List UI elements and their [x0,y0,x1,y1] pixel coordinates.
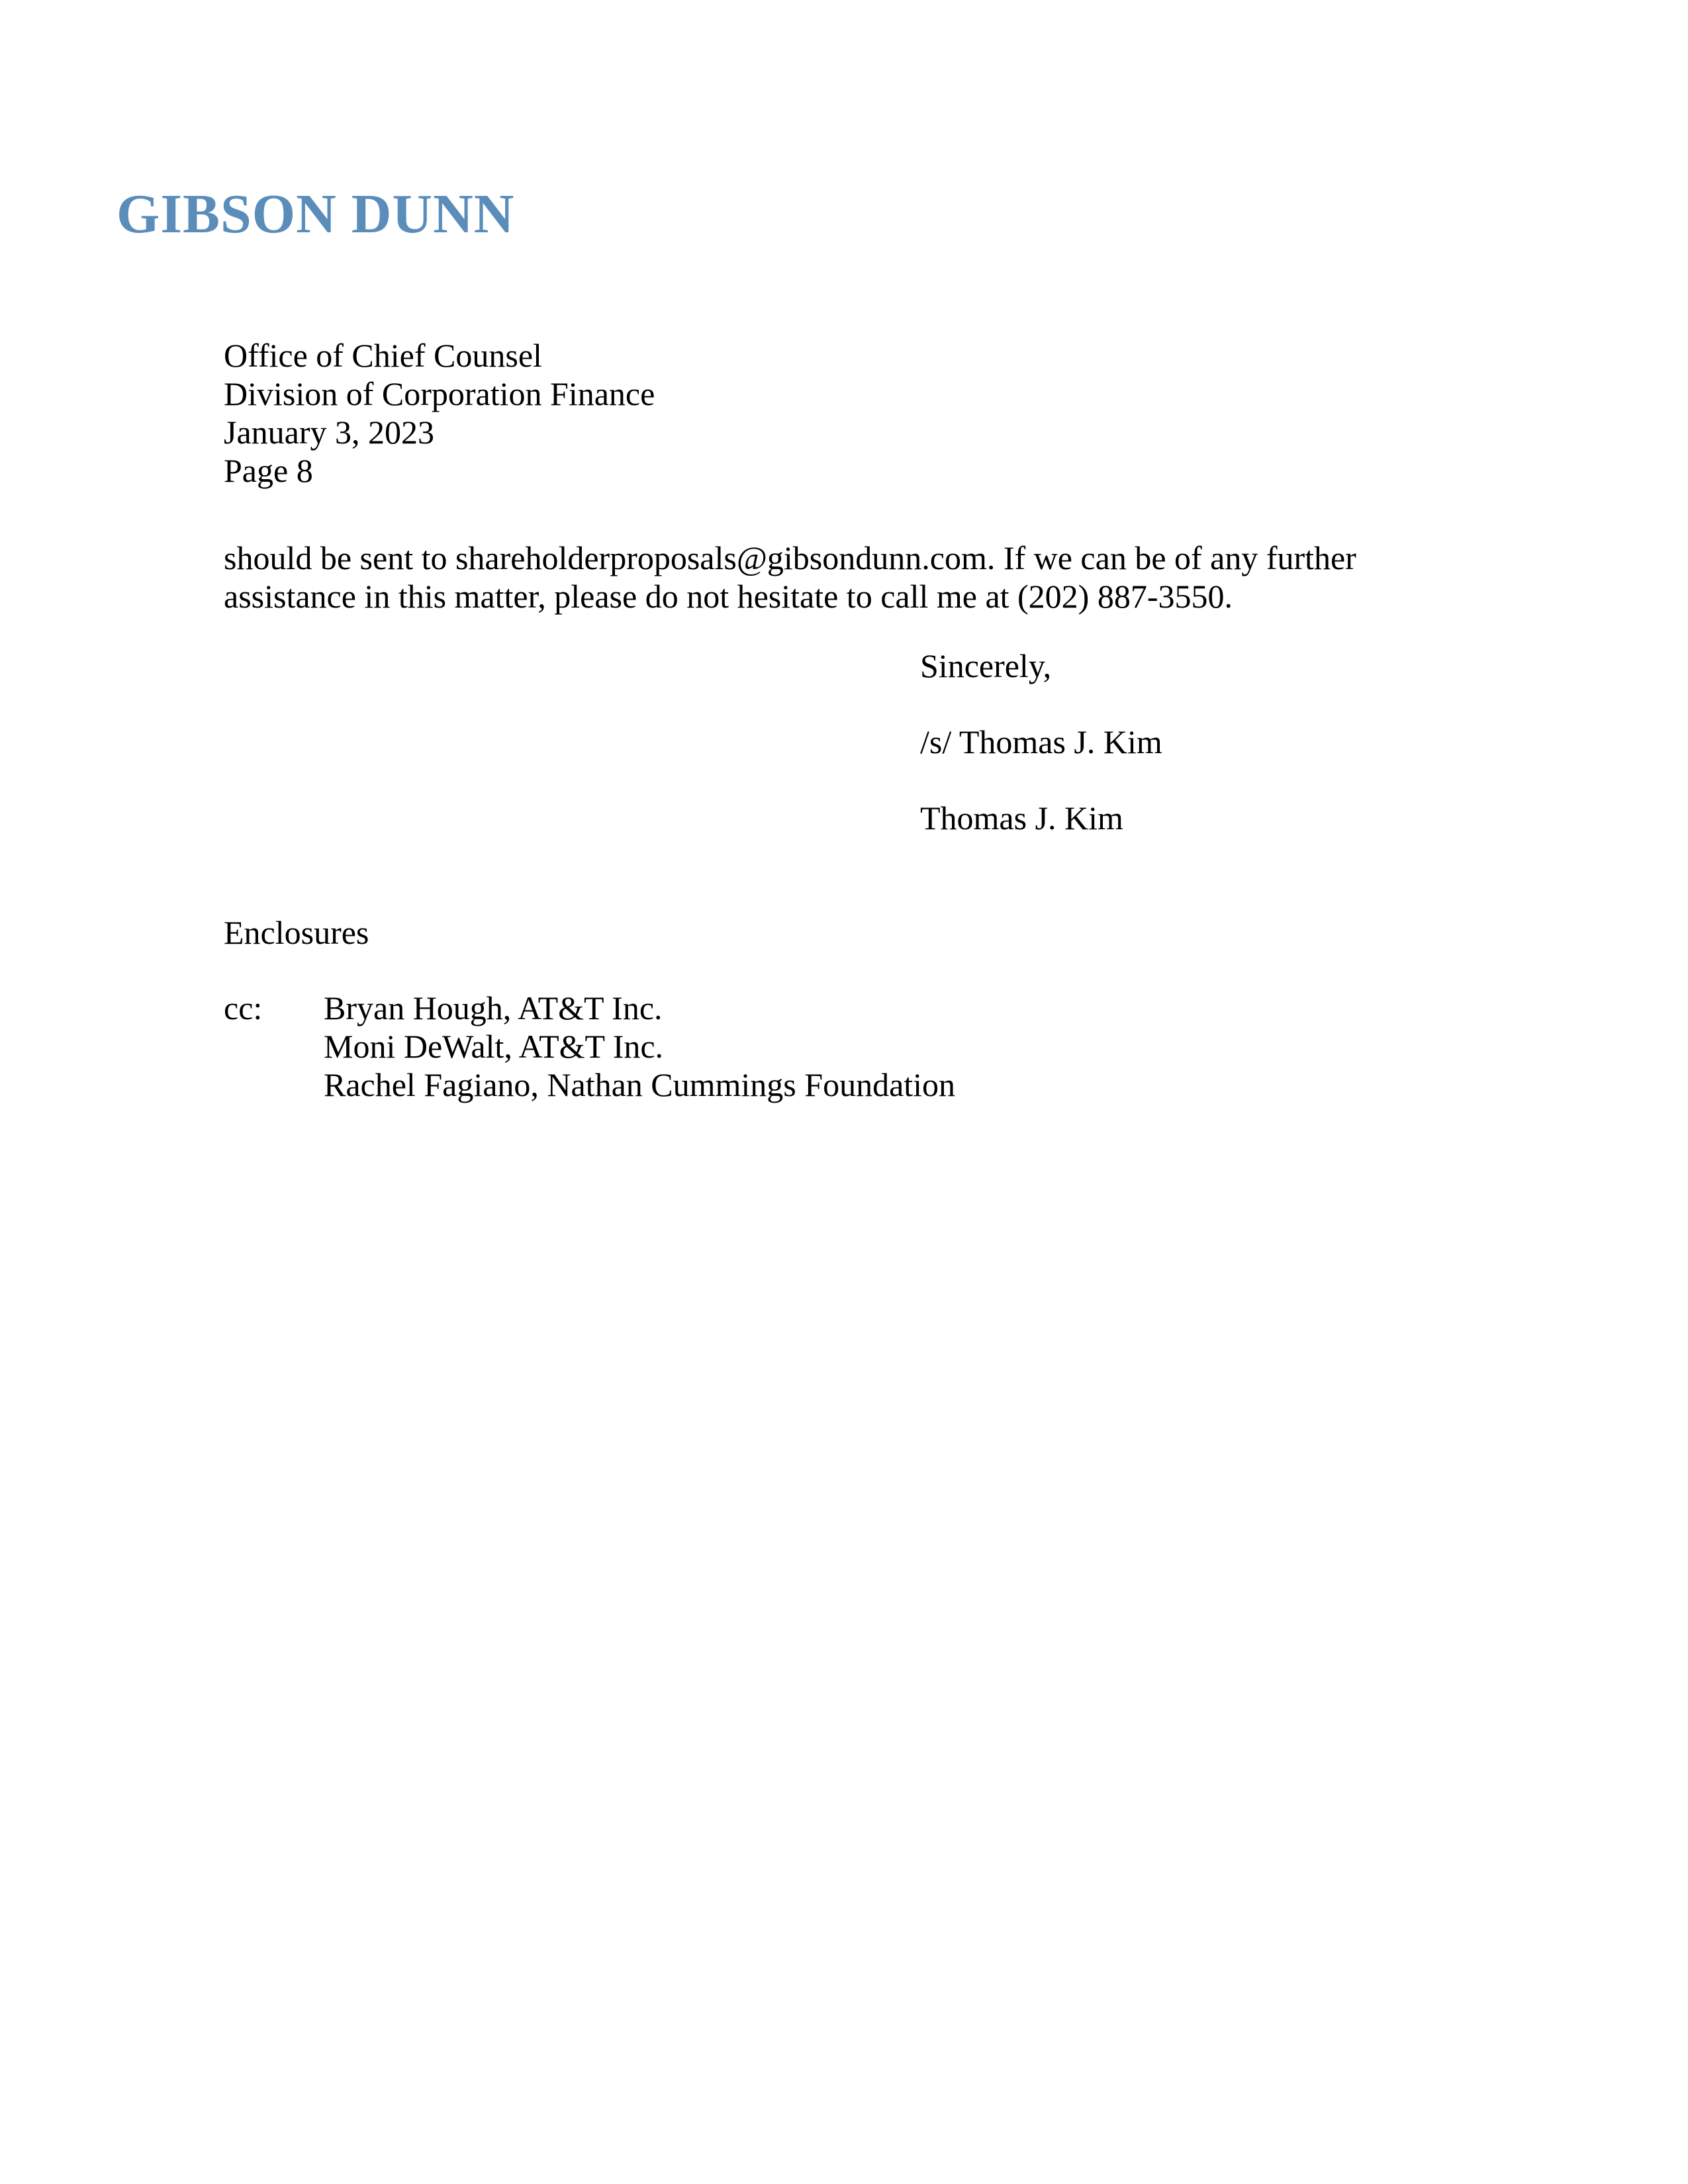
signature-block [920,647,1162,875]
electronic-signature: /s/ Thomas J. Kim [920,723,1162,760]
body-paragraph [224,539,1356,615]
signer-name: Thomas J. Kim [920,799,1123,837]
firm-logo: GIBSON DUNN [117,183,515,245]
recipient-office: Office of Chief Counsel [224,337,542,374]
cc-recipient: Bryan Hough, AT&T Inc. [324,989,663,1026]
cc-recipient: Moni DeWalt, AT&T Inc. [324,1028,664,1065]
letter-date: January 3, 2023 [224,414,434,451]
recipient-division: Division of Corporation Finance [224,375,655,412]
cc-recipient: Rachel Fagiano, Nathan Cummings Foundation [324,1066,956,1103]
enclosures-label: Enclosures [224,914,369,951]
closing: Sincerely, [920,647,1052,684]
page-number: Page 8 [224,452,313,489]
cc-list [324,989,955,1104]
body-line: assistance in this matter, please do not hesitate to call me at (202) 887-3550. [224,578,1233,615]
body-line: should be sent to shareholderproposals@gibsondunn.com. If we can be of any further [224,539,1356,576]
letter-header [224,336,655,490]
cc-label: cc: [224,989,263,1026]
